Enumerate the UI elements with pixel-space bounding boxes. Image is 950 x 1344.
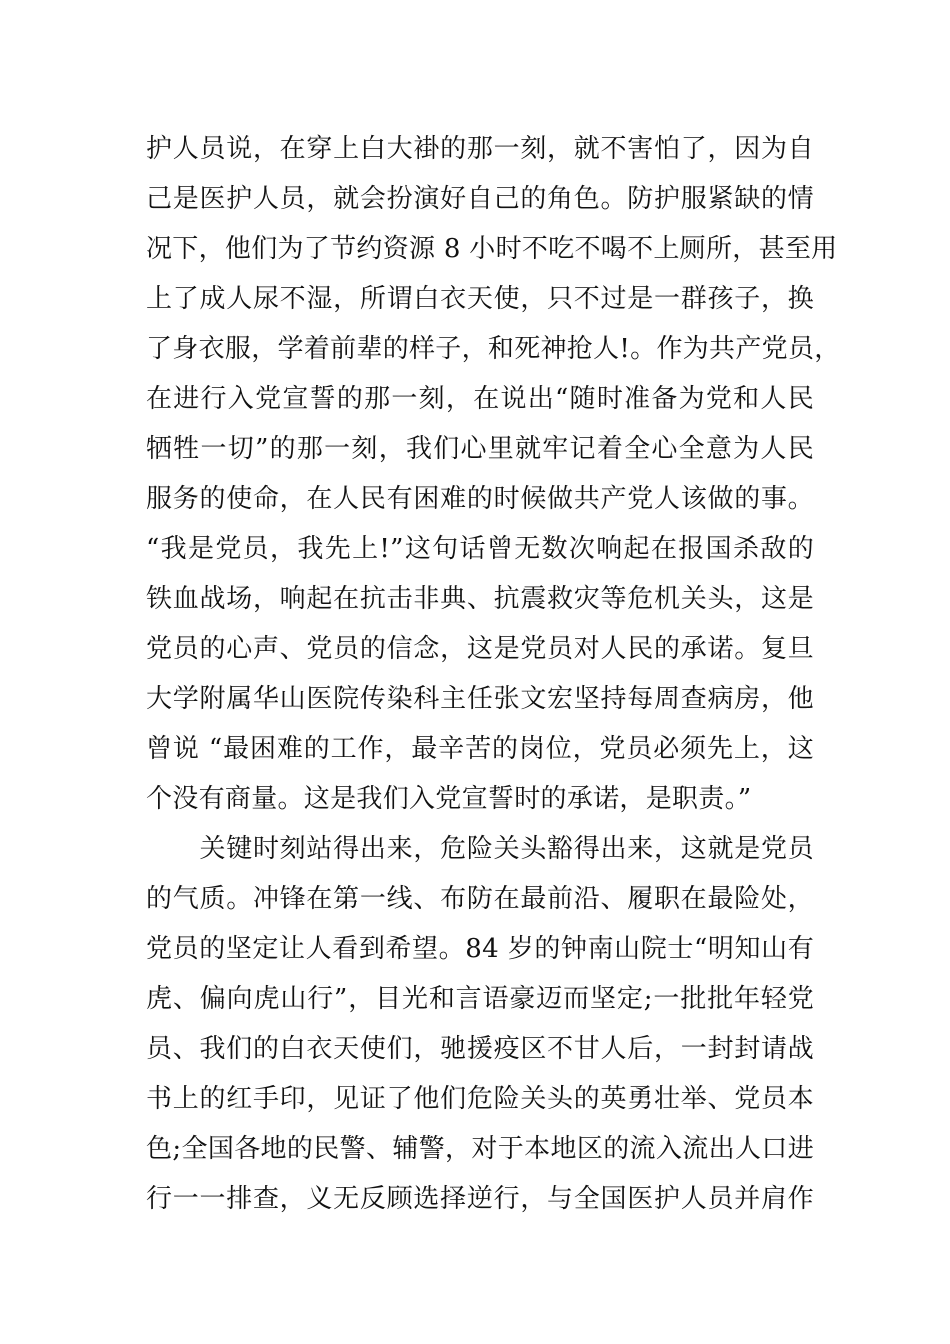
text-line: 色;全国各地的民警、辅警，对于本地区的流入流出人口进	[146, 1134, 814, 1164]
text-line: “我是党员，我先上!”这句话曾无数次响起在报国杀敌的	[146, 534, 814, 564]
text-line: 书上的红手印，见证了他们危险关头的英勇壮举、党员本	[146, 1084, 814, 1114]
text-line: 虎、偏向虎山行”，目光和言语豪迈而坚定;一批批年轻党	[146, 984, 814, 1014]
text-line: 上了成人尿不湿，所谓白衣天使，只不过是一群孩子，换	[146, 284, 814, 314]
text-line: 己是医护人员，就会扮演好自己的角色。防护服紧缺的情	[146, 184, 814, 214]
text-line: 在进行入党宣誓的那一刻，在说出“随时准备为党和人民	[146, 384, 814, 414]
text-line: 党员的心声、党员的信念，这是党员对人民的承诺。复旦	[146, 634, 814, 664]
text-line: 护人员说，在穿上白大褂的那一刻，就不害怕了，因为自	[146, 134, 814, 164]
text-line: 行一一排查，义无反顾选择逆行，与全国医护人员并肩作	[146, 1184, 814, 1214]
text-line: 铁血战场，响起在抗击非典、抗震救灾等危机关头，这是	[146, 584, 814, 614]
text-line: 个没有商量。这是我们入党宣誓时的承诺，是职责。”	[146, 784, 752, 814]
text-line: 服务的使命，在人民有困难的时候做共产党人该做的事。	[146, 484, 814, 514]
text-line: 关键时刻站得出来，危险关头豁得出来，这就是党员	[146, 834, 814, 864]
text-line: 曾说 “最困难的工作，最辛苦的岗位，党员必须先上，这	[146, 734, 814, 764]
text-line: 员、我们的白衣天使们，驰援疫区不甘人后，一封封请战	[146, 1034, 814, 1064]
text-line: 了身衣服，学着前辈的样子，和死神抢人!。作为共产党员，	[146, 334, 841, 364]
text-line: 大学附属华山医院传染科主任张文宏坚持每周查病房，他	[146, 684, 814, 714]
text-line: 的气质。冲锋在第一线、布防在最前沿、履职在最险处，	[146, 884, 814, 914]
text-line: 况下，他们为了节约资源 8 小时不吃不喝不上厕所，甚至用	[146, 234, 838, 264]
text-line: 牺牲一切”的那一刻，我们心里就牢记着全心全意为人民	[146, 434, 814, 464]
text-line: 党员的坚定让人看到希望。84 岁的钟南山院士“明知山有	[146, 934, 814, 964]
